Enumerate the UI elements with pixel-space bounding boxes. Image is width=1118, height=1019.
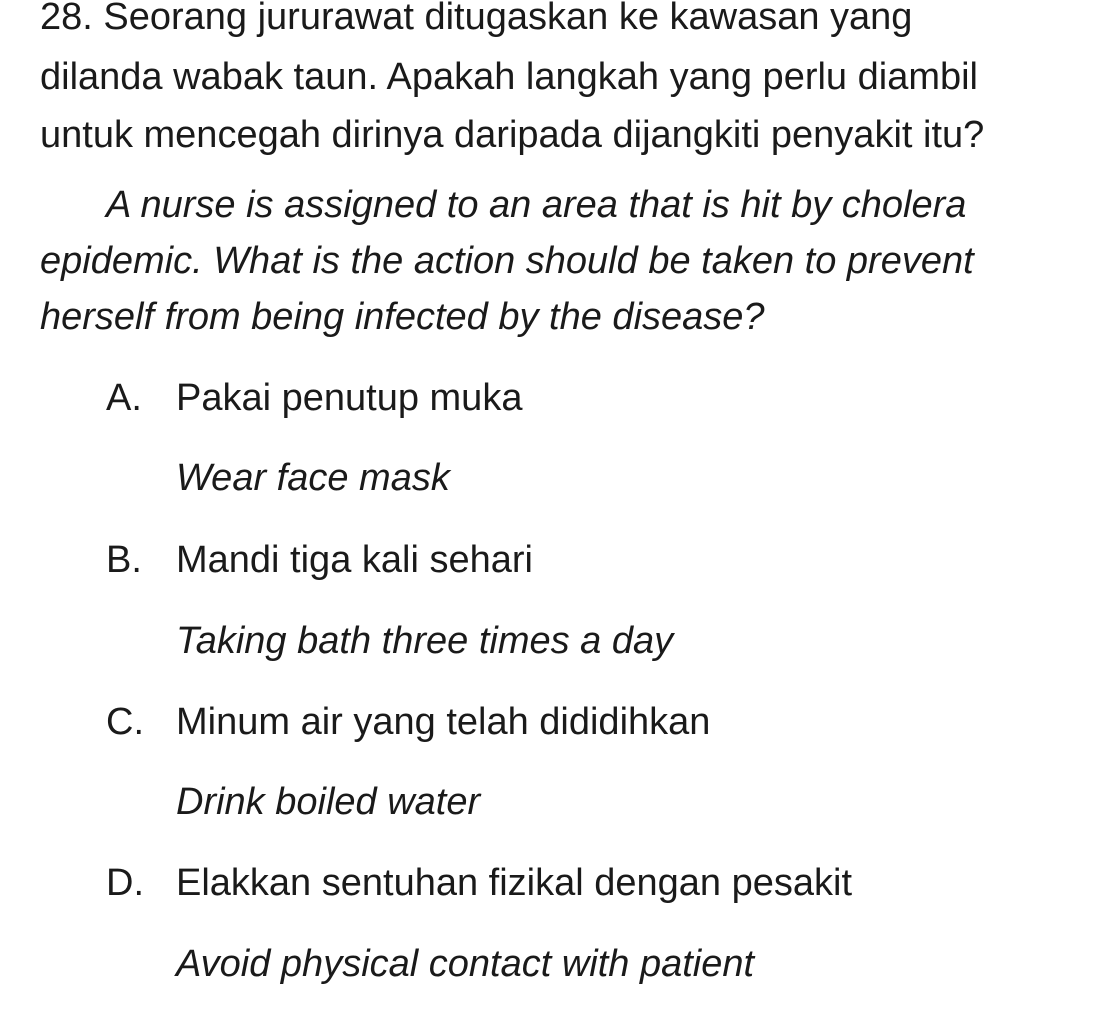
option-b-letter: B.: [106, 539, 142, 581]
option-c-english: Drink boiled water: [176, 781, 481, 823]
question-english-line-1: A nurse is assigned to an area that is hit by cholera: [106, 184, 967, 226]
option-b-english: Taking bath three times a day: [176, 620, 674, 662]
option-a-english: Wear face mask: [176, 457, 450, 499]
option-a-letter: A.: [106, 377, 142, 419]
option-c-letter: C.: [106, 701, 144, 743]
question-malay-line-1: 28. Seorang jururawat ditugaskan ke kawasan yang: [40, 0, 913, 38]
question-malay-line-3: untuk mencegah dirinya daripada dijangkiti penyakit itu?: [40, 114, 985, 156]
option-b-malay: Mandi tiga kali sehari: [176, 539, 533, 581]
option-a-malay: Pakai penutup muka: [176, 377, 523, 419]
option-d-malay: Elakkan sentuhan fizikal dengan pesakit: [176, 862, 853, 904]
option-d-english: Avoid physical contact with patient: [176, 943, 755, 985]
question-english-line-3: herself from being infected by the disease?: [40, 296, 765, 338]
option-d-letter: D.: [106, 862, 144, 904]
question-malay-line-2: dilanda wabak taun. Apakah langkah yang perlu diambil: [40, 56, 978, 98]
question-english-line-2: epidemic. What is the action should be taken to prevent: [40, 240, 974, 282]
option-c-malay: Minum air yang telah dididihkan: [176, 701, 711, 743]
